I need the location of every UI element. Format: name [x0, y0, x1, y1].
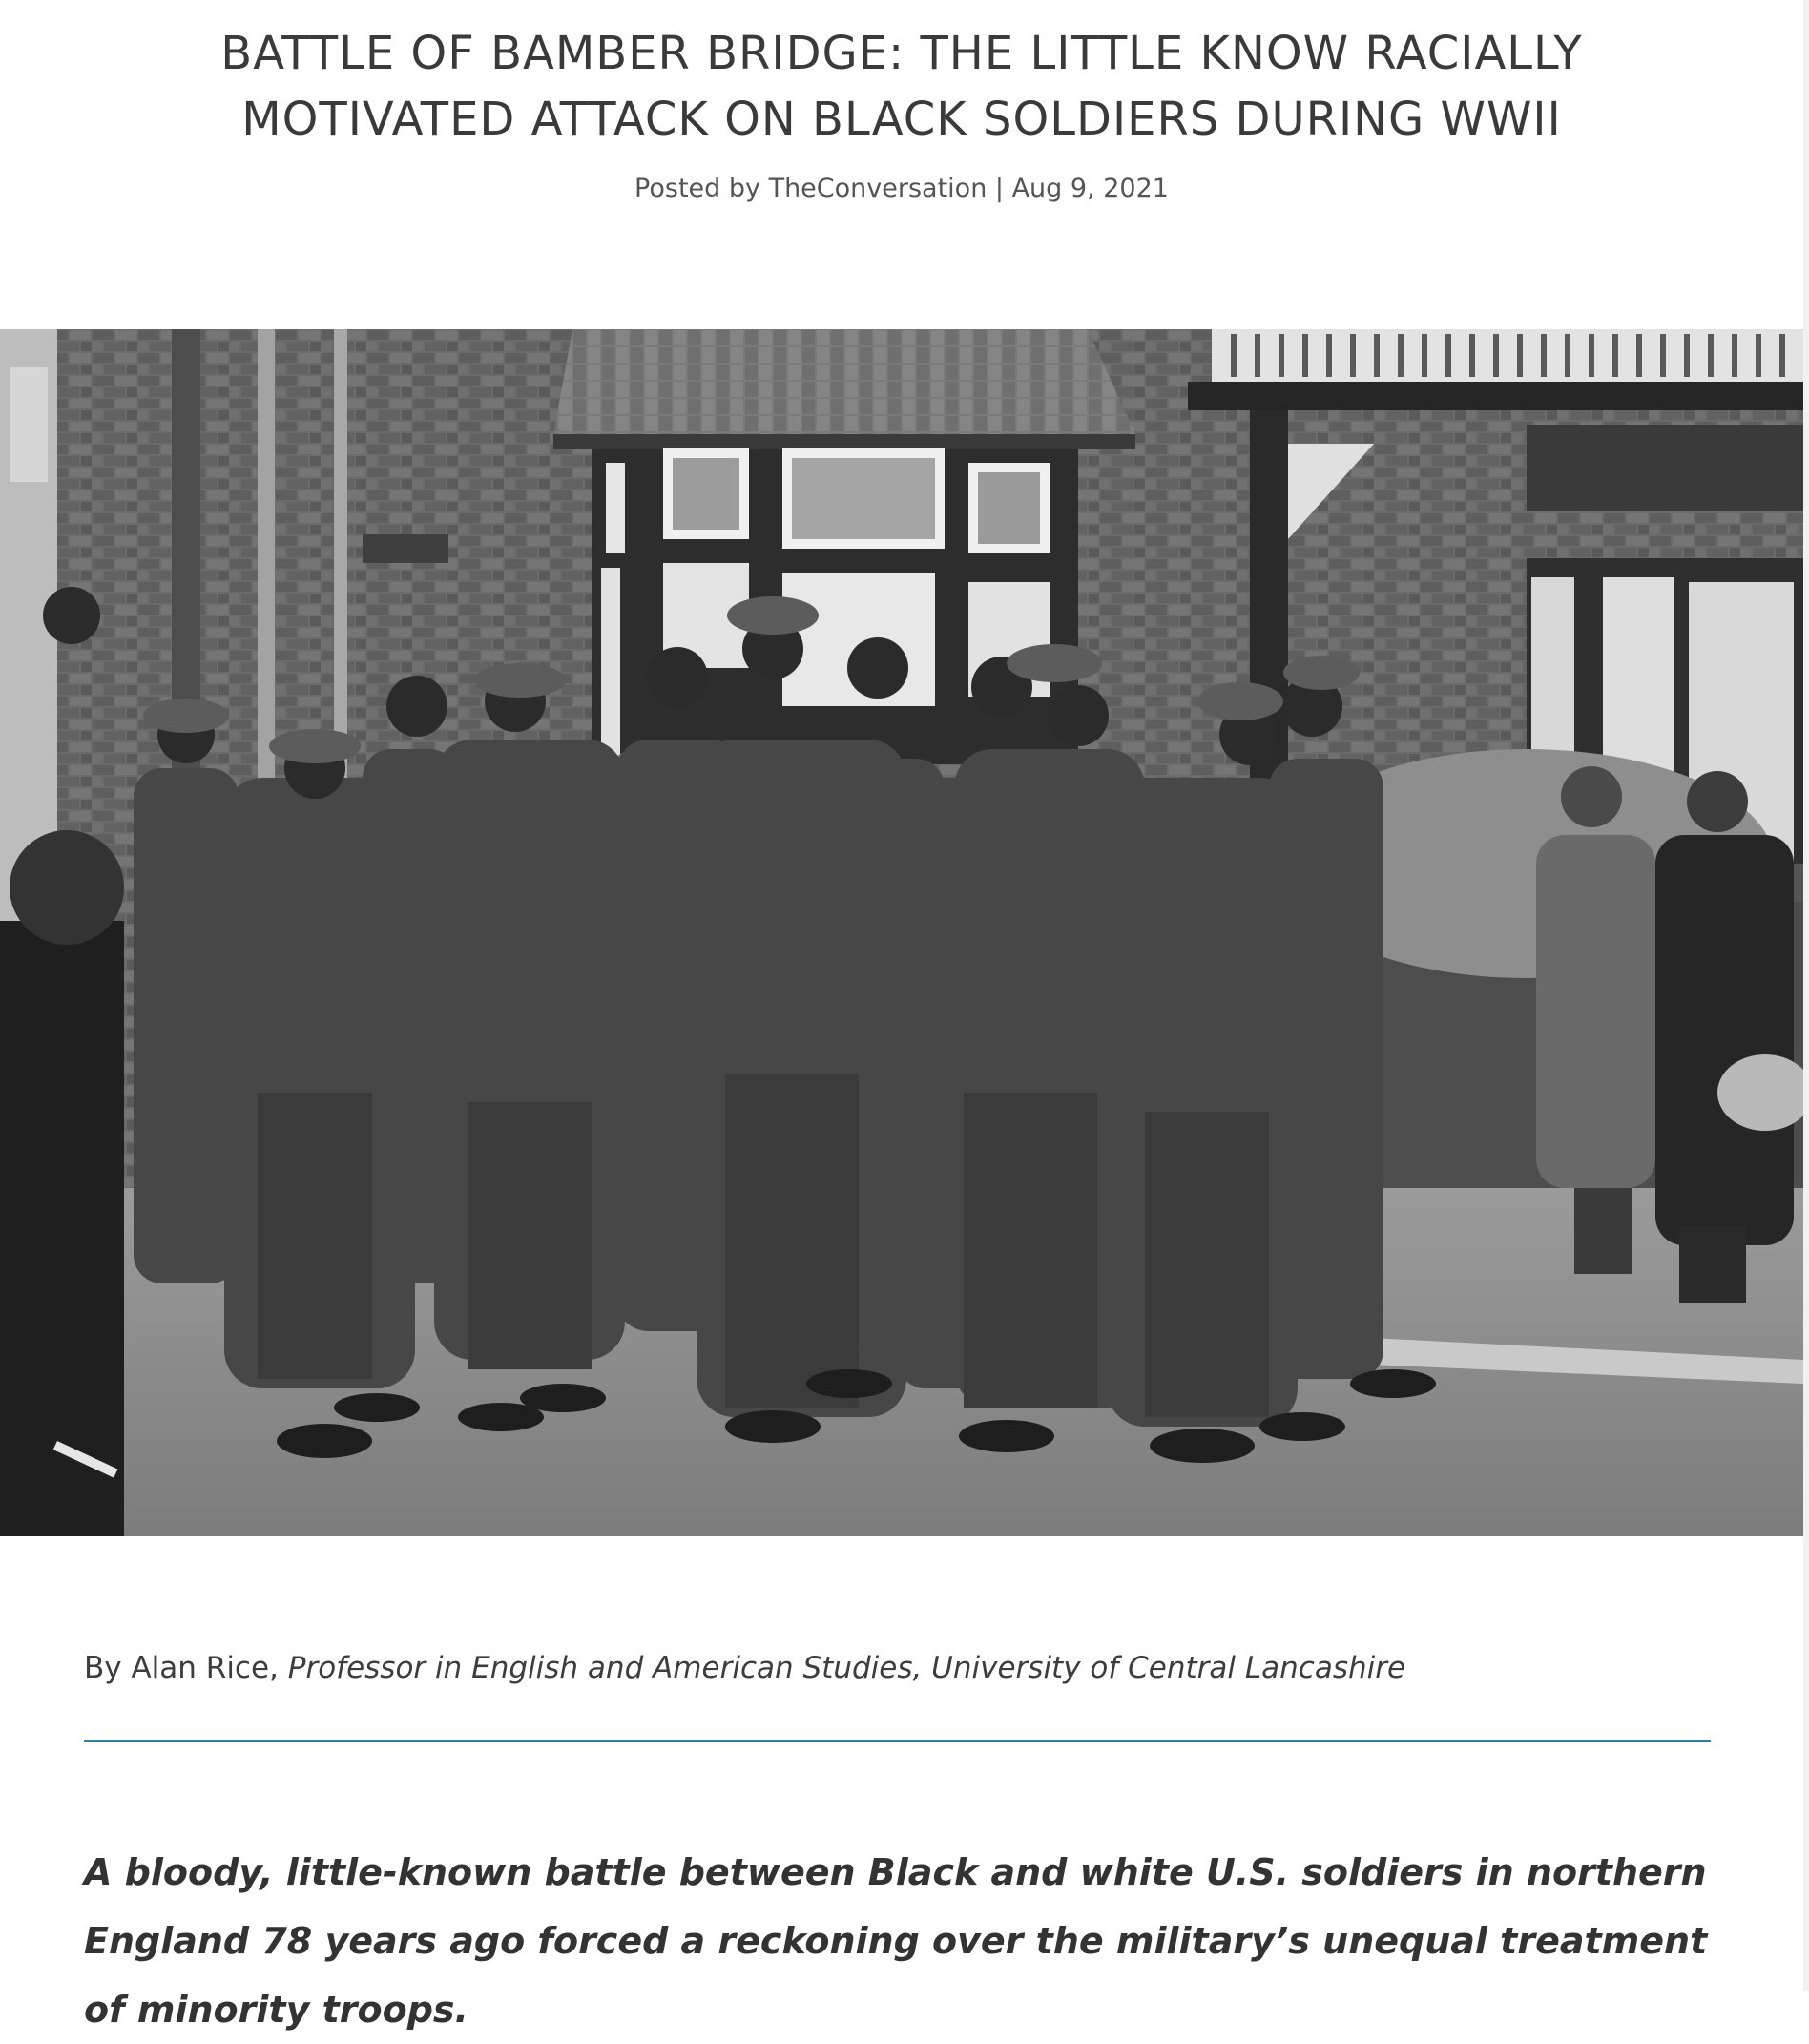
- author-link[interactable]: TheConversation: [768, 174, 988, 203]
- article-lede: A bloody, little-known battle between Black and white U.S. soldiers in northern England 78 years ago forced a reckoning over the military’s unequal treatment of minority troops.: [84, 1851, 1708, 2031]
- post-date: Aug 9, 2021: [1011, 174, 1169, 203]
- scrollbar-track[interactable]: [1803, 0, 1809, 1991]
- divider: [84, 1740, 1711, 1742]
- page-title: [0, 21, 1803, 153]
- hero-photo: [0, 329, 1803, 1536]
- post-meta: [0, 174, 1803, 203]
- byline-author: By Alan Rice,: [84, 1651, 288, 1685]
- hero-image: [0, 329, 1803, 1536]
- meta-separator: |: [987, 174, 1012, 203]
- byline-role: Professor in English and American Studies, University of Central Lancashire: [287, 1651, 1406, 1685]
- meta-prefix: Posted by: [634, 174, 769, 203]
- title-line-2: MOTIVATED ATTACK ON BLACK SOLDIERS DURING WWII: [241, 93, 1562, 146]
- post-header: [0, 21, 1803, 203]
- byline: [84, 1651, 1405, 1685]
- title-line-1: BATTLE OF BAMBER BRIDGE: THE LITTLE KNOW RACIALLY: [220, 27, 1583, 80]
